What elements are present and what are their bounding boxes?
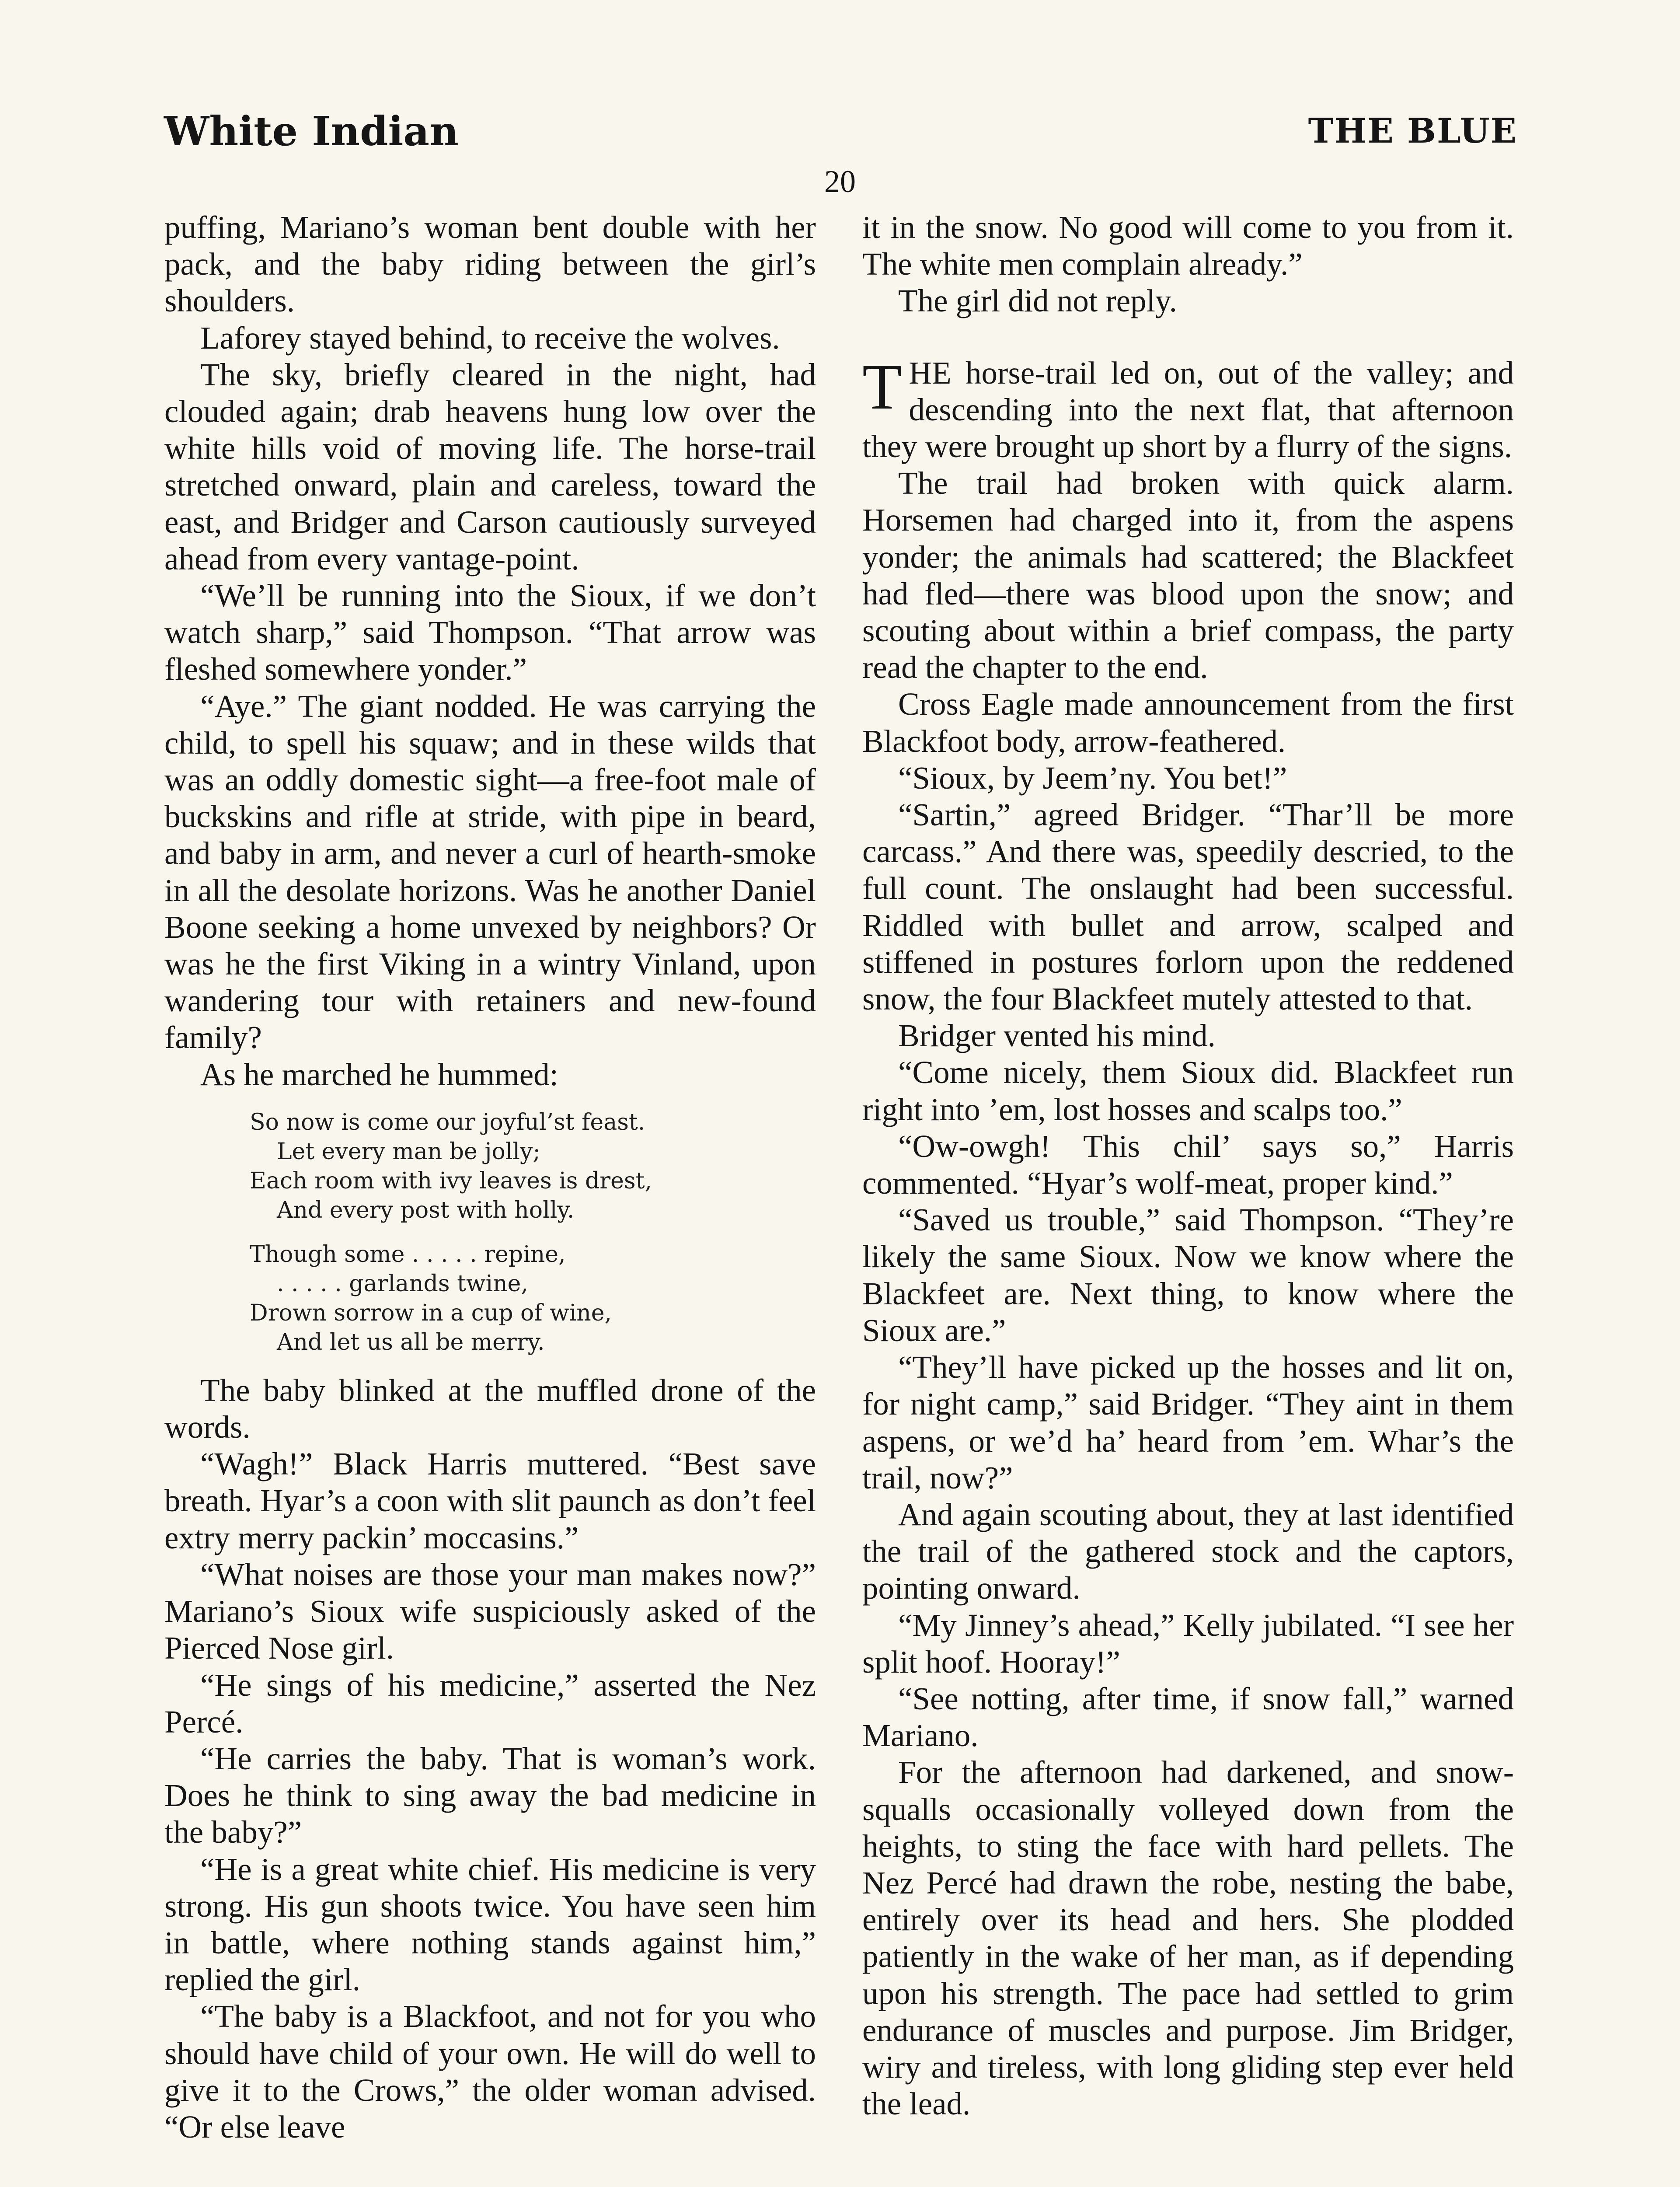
poem-line: Though some . . . . . repine, [250,1241,566,1268]
paragraph: The baby blinked at the muffled drone of the words. [164,1372,816,1445]
page-number: 20 [824,164,856,199]
paragraph: “My Jinney’s ahead,” Kelly jubilated. “I see her split hoof. Hooray!” [862,1607,1514,1680]
paragraph: “He carries the baby. That is woman’s work. Does he think to sing away the bad medicine in the baby?” [164,1740,816,1850]
paragraph: “We’ll be running into the Sioux, if we don’t watch sharp,” said Thompson. “That arrow was fleshed somewhere yonder.” [164,578,816,687]
drop-cap: T [862,351,902,423]
paragraph: Bridger vented his mind. [898,1018,1216,1054]
paragraph: “What noises are those your man makes now?” Mariano’s Sioux wife suspiciously asked of the Pierced Nose girl. [164,1556,816,1666]
paragraph: it in the snow. No good will come to you from it. The white men complain already.” [862,210,1514,282]
poem-line: Drown sorrow in a cup of wine, [250,1300,612,1326]
paragraph: “They’ll have picked up the hosses and lit on, for night camp,” said Bridger. “They aint in them aspens, or we’d ha’ heard from ’em. Whar’s the trail, now?” [862,1349,1514,1495]
paragraph: “Aye.” The giant nodded. He was carrying the child, to spell his squaw; and in these wilds that was an oddly domestic sight—a free-foot male of buckskins and rifle at stride, with pipe in beard, and baby in arm, and never a curl of hearth-smoke in all the desolate horizons. Was he another Daniel Boone seeking a home unvexed by neighbors? Or was he the first Viking in a wintry Vinland, upon wandering tour with retainers and new-found family? [164,688,816,1055]
paragraph: Cross Eagle made announcement from the first Blackfoot body, arrow-feathered. [862,686,1514,759]
poem-line: And every post with holly. [277,1197,575,1223]
story-title: White Indian [164,108,459,155]
section-opening-text: HE horse-trail led on, out of the valley; and descending into the next flat, that afternoon they were brought up short by a flurry of the signs. [862,355,1514,465]
paragraph: “He sings of his medicine,” asserted the Nez Percé. [164,1667,816,1740]
section-opening-paragraph [862,351,1514,465]
paragraph: “The baby is a Blackfoot, and not for you who should have child of your own. He will do well to give it to the Crows,” the older woman advised. “Or else leave [164,1998,816,2145]
paragraph: Laforey stayed behind, to receive the wolves. [200,320,780,356]
paragraph: “See notting, after time, if snow fall,” warned Mariano. [862,1680,1514,1754]
poem-stanza [250,1240,816,1357]
paragraph: As he marched he hummed: [200,1056,558,1092]
paragraph: “Come nicely, them Sioux did. Blackfeet run right into ’em, lost hosses and scalps too.” [862,1055,1514,1127]
poem-line: Let every man be jolly; [277,1138,540,1165]
paragraph: For the afternoon had darkened, and snow-squalls occasionally volleyed down from the heights, to sting the face with hard pellets. The Nez Percé had drawn the robe, nesting the babe, entirely over its head and hers. She plodded patiently in the wake of her man, as if depending upon his strength. The pace had settled to grim endurance of muscles and purpose. Jim Bridger, wiry and tireless, with long gliding step ever held the lead. [862,1754,1514,2122]
paragraph: “Sartin,” agreed Bridger. “Thar’ll be more carcass.” And there was, speedily descried, to the full count. The onslaught had been successful. Riddled with bullet and arrow, scalped and stiffened in postures forlorn upon the reddened snow, the four Blackfeet mutely attested to that. [862,797,1514,1017]
paragraph: “Wagh!” Black Harris muttered. “Best save breath. Hyar’s a coon with slit paunch as don’t feel extry merry packin’ moccasins.” [164,1446,816,1555]
right-column [862,209,1514,2122]
magazine-title: THE BLUE [1308,111,1517,151]
poem-stanza [250,1108,816,1225]
paragraph: puffing, Mariano’s woman bent double with her pack, and the baby riding between the girl’s shoulders. [164,210,816,319]
poem [164,1108,816,1357]
paragraph: “He is a great white chief. His medicine is very strong. His gun shoots twice. You have seen him in battle, where nothing stands against him,” replied the girl. [164,1851,816,1998]
paragraph: “Ow-owgh! This chil’ says so,” Harris commented. “Hyar’s wolf-meat, proper kind.” [862,1128,1514,1201]
poem-line: And let us all be merry. [277,1329,545,1356]
paragraph: The girl did not reply. [898,283,1177,319]
left-column [164,209,816,2145]
poem-line: Each room with ivy leaves is drest, [250,1167,652,1194]
paragraph: And again scouting about, they at last identified the trail of the gathered stock and the captors, pointing onward. [862,1496,1514,1606]
paragraph: The trail had broken with quick alarm. Horsemen had charged into it, from the aspens yonder; the animals had scattered; the Blackfeet had fled—there was blood upon the snow; and scouting about within a brief compass, the party read the chapter to the end. [862,465,1514,685]
poem-line: So now is come our joyful’st feast. [250,1109,645,1135]
poem-line: . . . . . garlands twine, [277,1270,528,1297]
paragraph: “Saved us trouble,” said Thompson. “They’re likely the same Sioux. Now we know where the Blackfeet are. Next thing, to know where the Sioux are.” [862,1202,1514,1348]
paragraph: The sky, briefly cleared in the night, had clouded again; drab heavens hung low over the white hills void of moving life. The horse-trail stretched onward, plain and careless, toward the east, and Bridger and Carson cautiously surveyed ahead from every vantage-point. [164,356,816,576]
paragraph: “Sioux, by Jeem’ny. You bet!” [898,760,1287,796]
